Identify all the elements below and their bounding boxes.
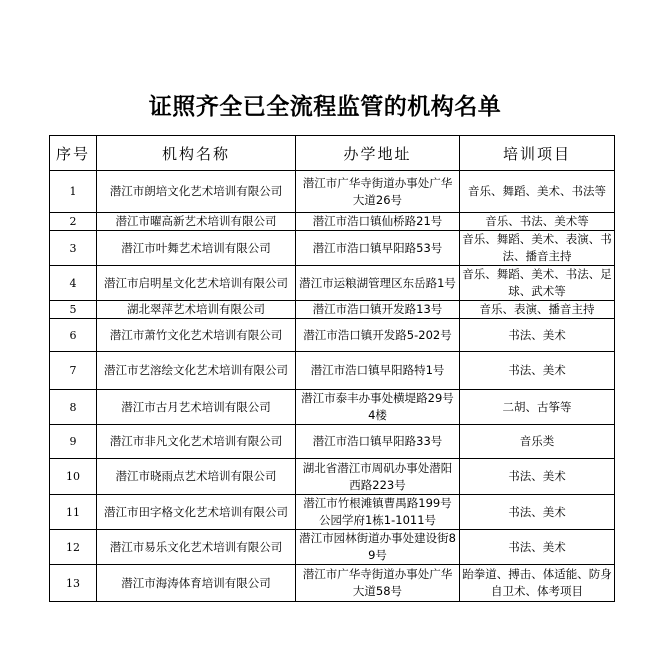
cell-name: 潜江市叶舞艺术培训有限公司 (97, 231, 296, 266)
cell-address: 潜江市运粮湖管理区东岳路1号 (296, 266, 460, 301)
table-row (50, 213, 615, 231)
table-row (50, 530, 615, 565)
cell-address: 潜江市浩口镇早阳路53号 (296, 231, 460, 266)
cell-number: 3 (50, 231, 97, 266)
institution-table (49, 135, 615, 602)
cell-name: 潜江市田字格文化艺术培训有限公司 (97, 495, 296, 530)
table-row (50, 301, 615, 319)
table-row (50, 425, 615, 459)
cell-number: 4 (50, 266, 97, 301)
table-row (50, 266, 615, 301)
cell-name: 潜江市朗培文化艺术培训有限公司 (97, 171, 296, 213)
table-row (50, 565, 615, 602)
cell-items: 音乐、舞蹈、美术、书法、足球、武术等 (460, 266, 615, 301)
cell-name: 潜江市古月艺术培训有限公司 (97, 390, 296, 425)
cell-address: 潜江市浩口镇仙桥路21号 (296, 213, 460, 231)
cell-address: 潜江市广华寺街道办事处广华大道58号 (296, 565, 460, 602)
page-title: 证照齐全已全流程监管的机构名单 (148, 93, 502, 120)
cell-number: 7 (50, 352, 97, 390)
cell-name: 湖北翠萍艺术培训有限公司 (97, 301, 296, 319)
cell-address: 潜江市浩口镇早阳路特1号 (296, 352, 460, 390)
cell-address: 湖北省潜江市周矶办事处潜阳西路223号 (296, 459, 460, 495)
cell-items: 书法、美术 (460, 530, 615, 565)
cell-number: 2 (50, 213, 97, 231)
table-body (50, 171, 615, 602)
cell-items: 二胡、古筝等 (460, 390, 615, 425)
cell-items: 书法、美术 (460, 352, 615, 390)
cell-address: 潜江市广华寺街道办事处广华大道26号 (296, 171, 460, 213)
cell-items: 音乐、舞蹈、美术、表演、书法、播音主持 (460, 231, 615, 266)
cell-address: 潜江市浩口镇开发路13号 (296, 301, 460, 319)
column-header-number: 序号 (50, 136, 97, 171)
table-row (50, 319, 615, 352)
cell-items: 书法、美术 (460, 459, 615, 495)
cell-items: 音乐、表演、播音主持 (460, 301, 615, 319)
cell-number: 8 (50, 390, 97, 425)
cell-name: 潜江市晓雨点艺术培训有限公司 (97, 459, 296, 495)
cell-number: 10 (50, 459, 97, 495)
cell-items: 书法、美术 (460, 319, 615, 352)
cell-name: 潜江市启明星文化艺术培训有限公司 (97, 266, 296, 301)
cell-items: 音乐类 (460, 425, 615, 459)
cell-number: 12 (50, 530, 97, 565)
cell-name: 潜江市萧竹文化艺术培训有限公司 (97, 319, 296, 352)
table-row (50, 352, 615, 390)
cell-name: 潜江市艺溶绘文化艺术培训有限公司 (97, 352, 296, 390)
cell-number: 11 (50, 495, 97, 530)
table-row (50, 495, 615, 530)
table-header-row (50, 136, 615, 171)
table-row (50, 231, 615, 266)
table-row (50, 171, 615, 213)
cell-name: 潜江市易乐文化艺术培训有限公司 (97, 530, 296, 565)
cell-address: 潜江市泰丰办事处横堤路29号4楼 (296, 390, 460, 425)
cell-number: 9 (50, 425, 97, 459)
cell-number: 13 (50, 565, 97, 602)
cell-number: 6 (50, 319, 97, 352)
cell-items: 书法、美术 (460, 495, 615, 530)
cell-name: 潜江市非凡文化艺术培训有限公司 (97, 425, 296, 459)
column-header-items: 培训项目 (460, 136, 615, 171)
table-row (50, 390, 615, 425)
cell-address: 潜江市浩口镇早阳路33号 (296, 425, 460, 459)
cell-address: 潜江市园林街道办事处建设街89号 (296, 530, 460, 565)
table-row (50, 459, 615, 495)
cell-address: 潜江市浩口镇开发路5-202号 (296, 319, 460, 352)
cell-items: 音乐、书法、美术等 (460, 213, 615, 231)
cell-items: 跆拳道、搏击、体适能、防身自卫术、体考项目 (460, 565, 615, 602)
cell-number: 1 (50, 171, 97, 213)
column-header-name: 机构名称 (97, 136, 296, 171)
cell-name: 潜江市曜高新艺术培训有限公司 (97, 213, 296, 231)
cell-items: 音乐、舞蹈、美术、书法等 (460, 171, 615, 213)
column-header-address: 办学地址 (296, 136, 460, 171)
cell-address: 潜江市竹根滩镇曹禺路199号公园学府1栋1-1011号 (296, 495, 460, 530)
cell-name: 潜江市海涛体育培训有限公司 (97, 565, 296, 602)
cell-number: 5 (50, 301, 97, 319)
